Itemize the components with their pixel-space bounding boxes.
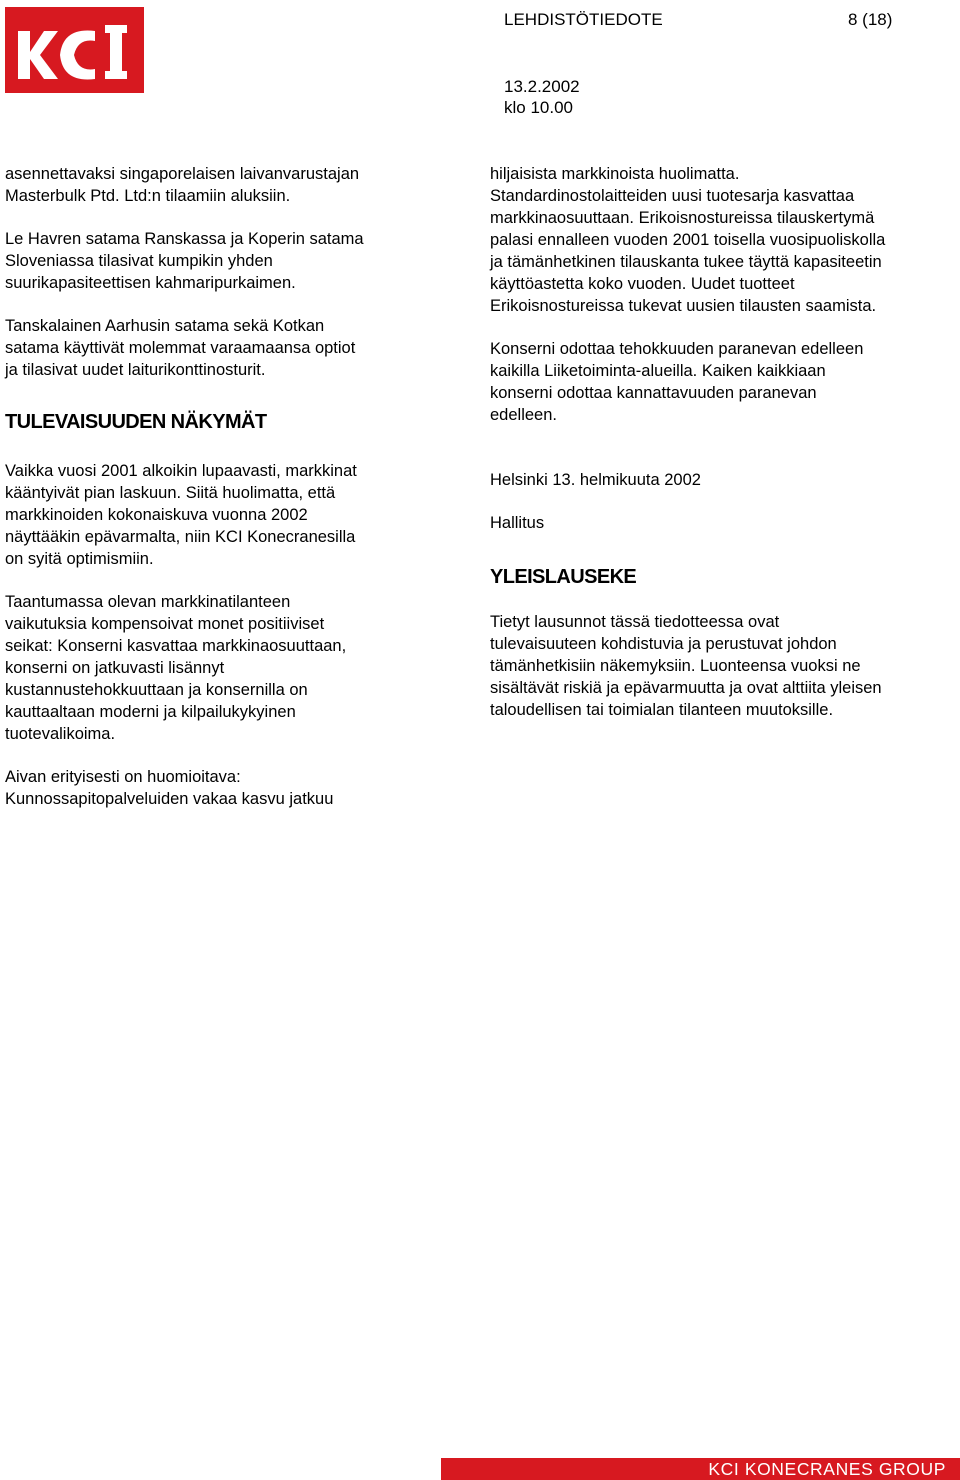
text-line: markkinoiden kokonaiskuva vuonna 2002 (5, 506, 308, 524)
footer-bar (441, 1458, 960, 1480)
text-line: asennettavaksi singaporelaisen laivanvarustajan (5, 165, 360, 183)
text-line: käyttöastetta koko vuoden. Uudet tuotteet (490, 275, 795, 293)
text-line: kaikilla Liiketoiminta-alueilla. Kaiken kaikkiaan (490, 362, 826, 380)
paragraph (5, 766, 455, 810)
text-line: Standardinostolaitteiden uusi tuotesarja kasvattaa (490, 187, 855, 205)
paragraph (490, 611, 958, 721)
text-line: Kunnossapitopalveluiden vakaa kasvu jatkuu (5, 790, 334, 808)
text-line: Aivan erityisesti on huomioitava: (5, 768, 241, 786)
text-line: tämänhetkisiin näkemyksiin. Luonteensa vuoksi ne (490, 657, 861, 675)
text-line: hiljaisista markkinoista huolimatta. (490, 165, 740, 183)
paragraph (5, 591, 455, 745)
text-line: suurikapasiteettisen kahmaripurkaimen. (5, 274, 296, 292)
paragraph (490, 163, 958, 317)
text-line: konserni odottaa kannattavuuden paranevan (490, 384, 817, 402)
text-line: tuotevalikoima. (5, 725, 116, 743)
text-line: Le Havren satama Ranskassa ja Koperin satama (5, 230, 364, 248)
text-line: Masterbulk Ptd. Ltd:n tilaamiin aluksiin. (5, 187, 291, 205)
text-line: markkinaosuuttaan. Erikoisnostureissa tilauskertymä (490, 209, 875, 227)
release-date: 13.2.2002 (504, 77, 580, 96)
text-line: seikat: Konserni kasvattaa markkinaosuuttaan, (5, 637, 347, 655)
paragraph (5, 315, 455, 381)
text-line: palasi ennalleen vuoden 2001 toisella vuosipuoliskolla (490, 231, 886, 249)
text-line: kääntyivät pian laskuun. Siitä huolimatta, että (5, 484, 336, 502)
paragraph (490, 338, 958, 426)
left-column (5, 163, 455, 810)
paragraph (5, 163, 455, 207)
text-line: Vaikka vuosi 2001 alkoikin lupaavasti, markkinat (5, 462, 357, 480)
place-date: Helsinki 13. helmikuuta 2002 (490, 471, 701, 489)
text-line: Tanskalainen Aarhusin satama sekä Kotkan (5, 317, 325, 335)
text-line: Tietyt lausunnot tässä tiedotteessa ovat (490, 613, 780, 631)
kci-logo (5, 7, 144, 93)
release-time: klo 10.00 (504, 98, 573, 117)
section-heading: TULEVAISUUDEN NÄKYMÄT (5, 411, 267, 433)
text-line: ja tilasivat uudet laiturikonttinosturit. (5, 361, 266, 379)
document-type: LEHDISTÖTIEDOTE (504, 10, 663, 29)
text-line: Taantumassa olevan markkinatilanteen (5, 593, 291, 611)
text-line: satama käyttivät molemmat varaamaansa optiot (5, 339, 356, 357)
text-line: taloudellisen tai toimialan tilanteen muutoksille. (490, 701, 834, 719)
text-line: kustannustehokkuuttaan ja konsernilla on (5, 681, 308, 699)
text-line: tulevaisuuteen kohdistuvia ja perustuvat johdon (490, 635, 837, 653)
text-line: Erikoisnostureissa tukevat uusien tilausten saamista. (490, 297, 877, 315)
text-line: sisältävät riskiä ja epävarmuutta ja ovat alttiita yleisen (490, 679, 882, 697)
text-line: kauttaaltaan moderni ja kilpailukykyinen (5, 703, 296, 721)
text-line: Sloveniassa tilasivat kumpikin yhden (5, 252, 273, 270)
section-heading: YLEISLAUSEKE (490, 566, 637, 588)
text-line: konserni on jatkuvasti lisännyt (5, 659, 225, 677)
text-line: edelleen. (490, 406, 557, 424)
paragraph (5, 460, 455, 570)
text-line: on syitä optimismiin. (5, 550, 154, 568)
text-line: näyttääkin epävarmalta, niin KCI Konecranesilla (5, 528, 356, 546)
text-line: Konserni odottaa tehokkuuden paranevan edelleen (490, 340, 864, 358)
footer-brand: KCI KONECRANES GROUP (708, 1459, 946, 1479)
signature: Hallitus (490, 514, 545, 532)
text-line: ja tämänhetkinen tilauskanta tukee täyttä kapasiteetin (490, 253, 882, 271)
page-number: 8 (18) (848, 10, 893, 29)
paragraph (5, 228, 455, 294)
text-line: vaikutuksia kompensoivat monet positiiviset (5, 615, 325, 633)
right-column (490, 163, 958, 721)
